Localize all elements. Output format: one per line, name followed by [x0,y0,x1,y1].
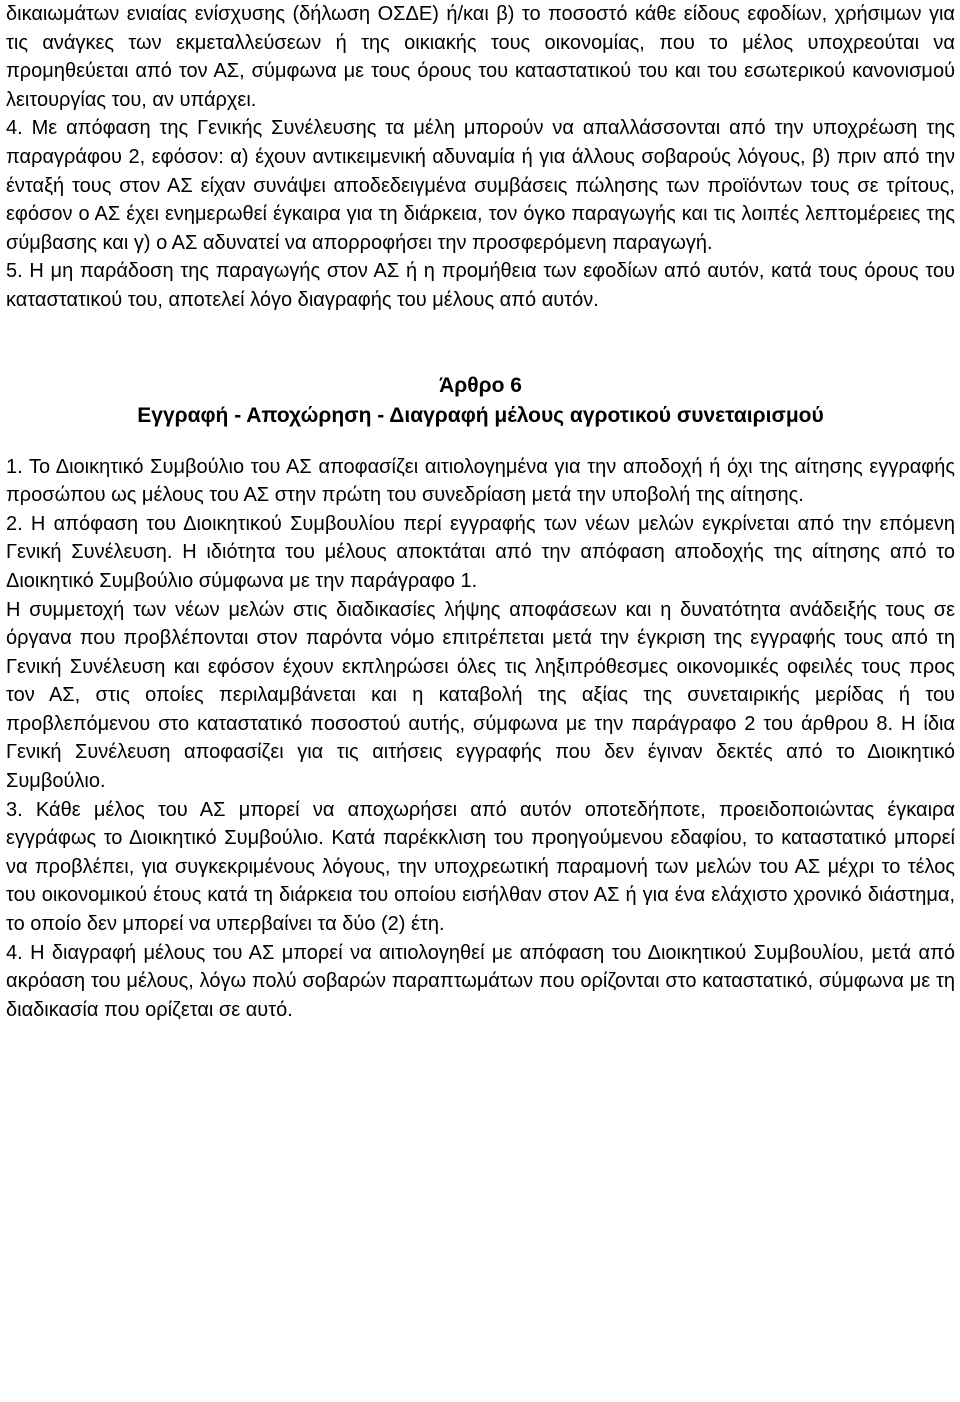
article-paragraph-2: 2. Η απόφαση του Διοικητικού Συμβουλίου περί εγγραφής των νέων μελών εγκρίνεται από την επόμενη Γενική Συνέλευση. Η ιδιότητα του μέλους αποκτάται από την απόφαση αποδοχής της αίτησης από το Διοικητικό Συμβούλιο σύμφωνα με την παράγραφο 1. [6,512,955,592]
article-paragraph-3: 3. Κάθε μέλος του ΑΣ μπορεί να αποχωρήσει από αυτόν οποτεδήποτε, προειδοποιώντας έγκαιρα εγγράφως το Διοικητικό Συμβούλιο. Κατά παρέκκλιση του προηγούμενου εδαφίου, το καταστατικό μπορεί να προβλέπει, για συγκεκριμένους λόγους, την υποχρεωτική παραμονή των μελών του ΑΣ μέχρι το τέλος του οικονομικού έτους κατά τη διάρκεια του οποίου εισήλθαν στον ΑΣ ή για ένα ελάχιστο χρονικό διάστημα, το οποίο δεν μπορεί να υπερβαίνει τα δύο (2) έτη. [6,798,955,936]
paragraph-continuation: δικαιωμάτων ενιαίας ενίσχυσης (δήλωση ΟΣΔΕ) ή/και β) το ποσοστό κάθε είδους εφοδίων, χρήσιμων για τις ανάγκες των εκμεταλλεύσεων ή της οικιακής τους οικονομίας, που το μέλος υποχρεούται να προμηθεύεται από τον ΑΣ, σύμφωνα με τους όρους του καταστατικού του και του εσωτερικού κανονισμού λειτουργίας του, αν υπάρχει. [6,3,955,111]
continuation-section [6,0,955,315]
article-paragraph-2-continued: Η συμμετοχή των νέων μελών στις διαδικασίες λήψης αποφάσεων και η δυνατότητα ανάδειξής τους σε όργανα που προβλέπονται στον παρόντα νόμο επιτρέπεται μετά την έγκριση της εγγραφής τους από τη Γενική Συνέλευση και εφόσον έχουν εκπληρώσει όλες τις ληξιπρόθεσμες οικονομικές οφειλές τους προς τον ΑΣ, στις οποίες περιλαμβάνεται και η καταβολή της αξίας της συνεταιρικής μερίδας ή του προβλεπόμενου στο καταστατικό ποσοστού αυτής, σύμφωνα με την παράγραφο 2 του άρθρου 8. Η ίδια Γενική Συνέλευση αποφασίζει για τις αιτήσεις εγγραφής που δεν έγιναν δεκτές από το Διοικητικό Συμβούλιο. [6,598,955,793]
article-paragraph-4: 4. Η διαγραφή μέλους του ΑΣ μπορεί να αιτιολογηθεί με απόφαση του Διοικητικού Συμβουλίου, μετά από ακρόαση του μέλους, λόγω πολύ σοβαρών παραπτωμάτων που ορίζονται στο καταστατικό, σύμφωνα με τη διαδικασία που ορίζεται σε αυτό. [6,941,955,1021]
article-paragraph-1: 1. Το Διοικητικό Συμβούλιο του ΑΣ αποφασίζει αιτιολογημένα για την αποδοχή ή όχι της αίτησης εγγραφής προσώπου ως μέλους του ΑΣ στην πρώτη του συνεδρίαση μετά την υποβολή της αίτησης. [6,455,955,507]
article-title: Άρθρο 6 [439,373,522,397]
article-subtitle: Εγγραφή - Αποχώρηση - Διαγραφή μέλους αγροτικού συνεταιρισμού [137,403,824,427]
paragraph-5: 5. Η μη παράδοση της παραγωγής στον ΑΣ ή η προμήθεια των εφοδίων από αυτόν, κατά τους όρους του καταστατικού του, αποτελεί λόγο διαγραφής του μέλους από αυτόν. [6,260,955,311]
paragraph-4: 4. Με απόφαση της Γενικής Συνέλευσης τα μέλη μπορούν να απαλλάσσονται από την υποχρέωση της παραγράφου 2, εφόσον: α) έχουν αντικειμενική αδυναμία ή για άλλους σοβαρούς λόγους, β) πριν από την ένταξή τους στον ΑΣ είχαν συνάψει αποδεδειγμένα συμβάσεις πώλησης των προϊόντων τους σε τρίτους, εφόσον ο ΑΣ έχει ενημερωθεί έγκαιρα για τη διάρκεια, τον όγκο παραγωγής και τις λοιπές λεπτομέρειες της σύμβασης και γ) ο ΑΣ αδυνατεί να απορροφήσει την προσφερόμενη παραγωγή. [6,117,955,254]
article-body [6,453,955,1025]
